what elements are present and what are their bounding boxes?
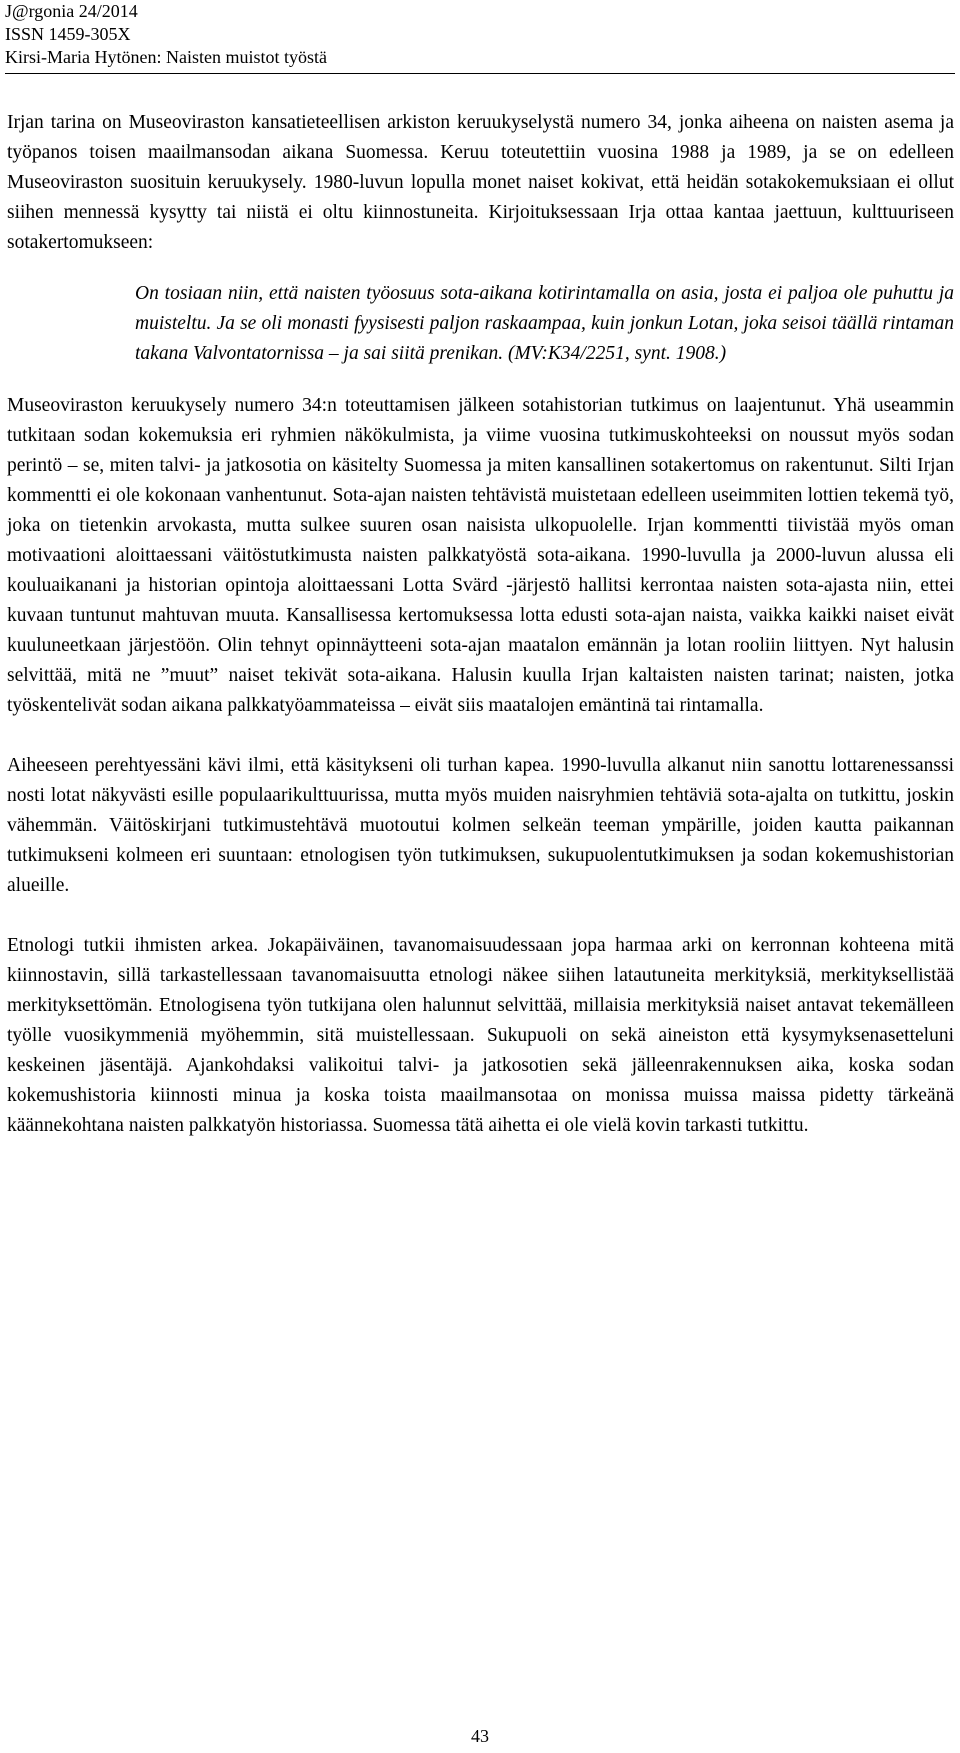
issn-line: ISSN 1459-305X [5,24,131,44]
page-number: 43 [471,1726,489,1746]
paragraph-2: Museoviraston keruukysely numero 34:n toteuttamisen jälkeen sotahistorian tutkimus on laajentunut. Yhä useammin tutkitaan sodan kokemuksia eri ryhmien näkökulmista, ja viime vuosina tutkimuskohteeksi on noussut myös sodan perintö – se, miten talvi- ja jatkosotia on käsitelty Suomessa ja miten kansallinen sotakertomus on rakentunut. Silti Irjan kommentti ei ole kokonaan vanhentunut. Sota-ajan naisten tehtävistä muistetaan edelleen useimmiten lottien tekemä työ, joka on tietenkin arvokasta, mutta sulkee suuren osan naisista ulkopuolelle. Irjan kommentti tiivistää myös oman motivaationi aloittaessani väitöstutkimusta naisten palkkatyöstä sota-aikana. 1990-luvulla ja 2000-luvun alussa eli kouluaikanani ja historian opintoja aloittaessani Lotta Svärd -järjestö hallitsi kerrontaa naisten sota-ajasta niin, ettei kuvaan tuntunut mahtuvan muuta. Kansallisessa kertomuksessa lotta edusti sota-ajan naista, vaikka kaikki naiset eivät kuuluneetkaan järjestöön. Olin tehnyt opinnäytteeni sota-ajan maatalon emännän ja lotan rooliin liittyen. Nyt halusin selvittää, mitä ne ”muut” naiset tekivät sota-aikana. Halusin kuulla Irjan kaltaisten naisten tarinat; naisten, jotka työskentelivät sodan aikana palkkatyöammateissa – eivät siis maatalojen emäntinä tai rintamalla. [7,395,954,716]
article-body [7,108,954,1141]
paragraph-3: Aiheeseen perehtyessäni kävi ilmi, että käsitykseni oli turhan kapea. 1990-luvulla alkanut niin sanottu lottarenessanssi nosti lotat näkyvästi esille populaarikulttuurissa, mutta myös muiden naisryhmien tehtäviä sota-ajalta on tutkittu, joskin vähemmän. Väitöskirjani tutkimustehtävä muotoutui kolmen selkeän teeman ympärille, joiden kautta paikannan tutkimukseni kolmeen eri suuntaan: etnologisen työn tutkimuksen, sukupuolentutkimuksen ja sodan kokemushistorian alueille. [7,755,954,896]
block-quote: On tosiaan niin, että naisten työosuus sota-aikana kotirintamalla on asia, josta ei paljoa ole puhuttu ja muisteltu. Ja se oli monasti fyysisesti paljon raskaampaa, kuin jonkun Lotan, joka seisoi täällä rintaman takana Valvontatornissa – ja sai siitä prenikan. (MV:K34/2251, synt. 1908.) [135,283,954,364]
article-author-title: Kirsi-Maria Hytönen: Naisten muistot työstä [5,47,327,67]
paragraph-1: Irjan tarina on Museoviraston kansatieteellisen arkiston keruukyselystä numero 34, jonka aiheena on naisten asema ja työpanos toisen maailmansodan aikana Suomessa. Keruu toteutettiin vuosina 1988 ja 1989, ja se on edelleen Museoviraston suosituin keruukysely. 1980-luvun lopulla monet naiset kokivat, että heidän sotakokemuksiaan ei ollut siihen mennessä kysytty tai niistä ei oltu kiinnostuneita. Kirjoituksessaan Irja ottaa kantaa jaettuun, kulttuuriseen sotakertomukseen: [7,112,954,253]
running-header [5,0,955,69]
paragraph-4: Etnologi tutkii ihmisten arkea. Jokapäiväinen, tavanomaisuudessaan jopa harmaa arki on kerronnan kohteena mitä kiinnostavin, sillä tarkastellessaan tavanomaisuutta etnologi näkee siihen latautuneita merkityksiä, merkityksellistää merkityksettömän. Etnologisena työn tutkijana olen halunnut selvittää, millaisia merkityksiä naiset antavat tekemälleen työlle vuosikymmeniä myöhemmin, sitä muistellessaan. Sukupuoli on sekä aineiston että kysymyksenasetteluni keskeinen jäsentäjä. Ajankohdaksi valikoitui talvi- ja jatkosotien sekä jälleenrakennuksen aika, koska sodan kokemushistoria kiinnosti minua ja koska toista maailmansotaa on monissa muissa maissa pidetty tärkeänä käännekohtana naisten palkkatyön historiassa. Suomessa tätä aihetta ei ole vielä kovin tarkasti tutkittu. [7,935,954,1136]
journal-title: J@rgonia 24/2014 [5,1,138,21]
header-divider [5,73,955,74]
